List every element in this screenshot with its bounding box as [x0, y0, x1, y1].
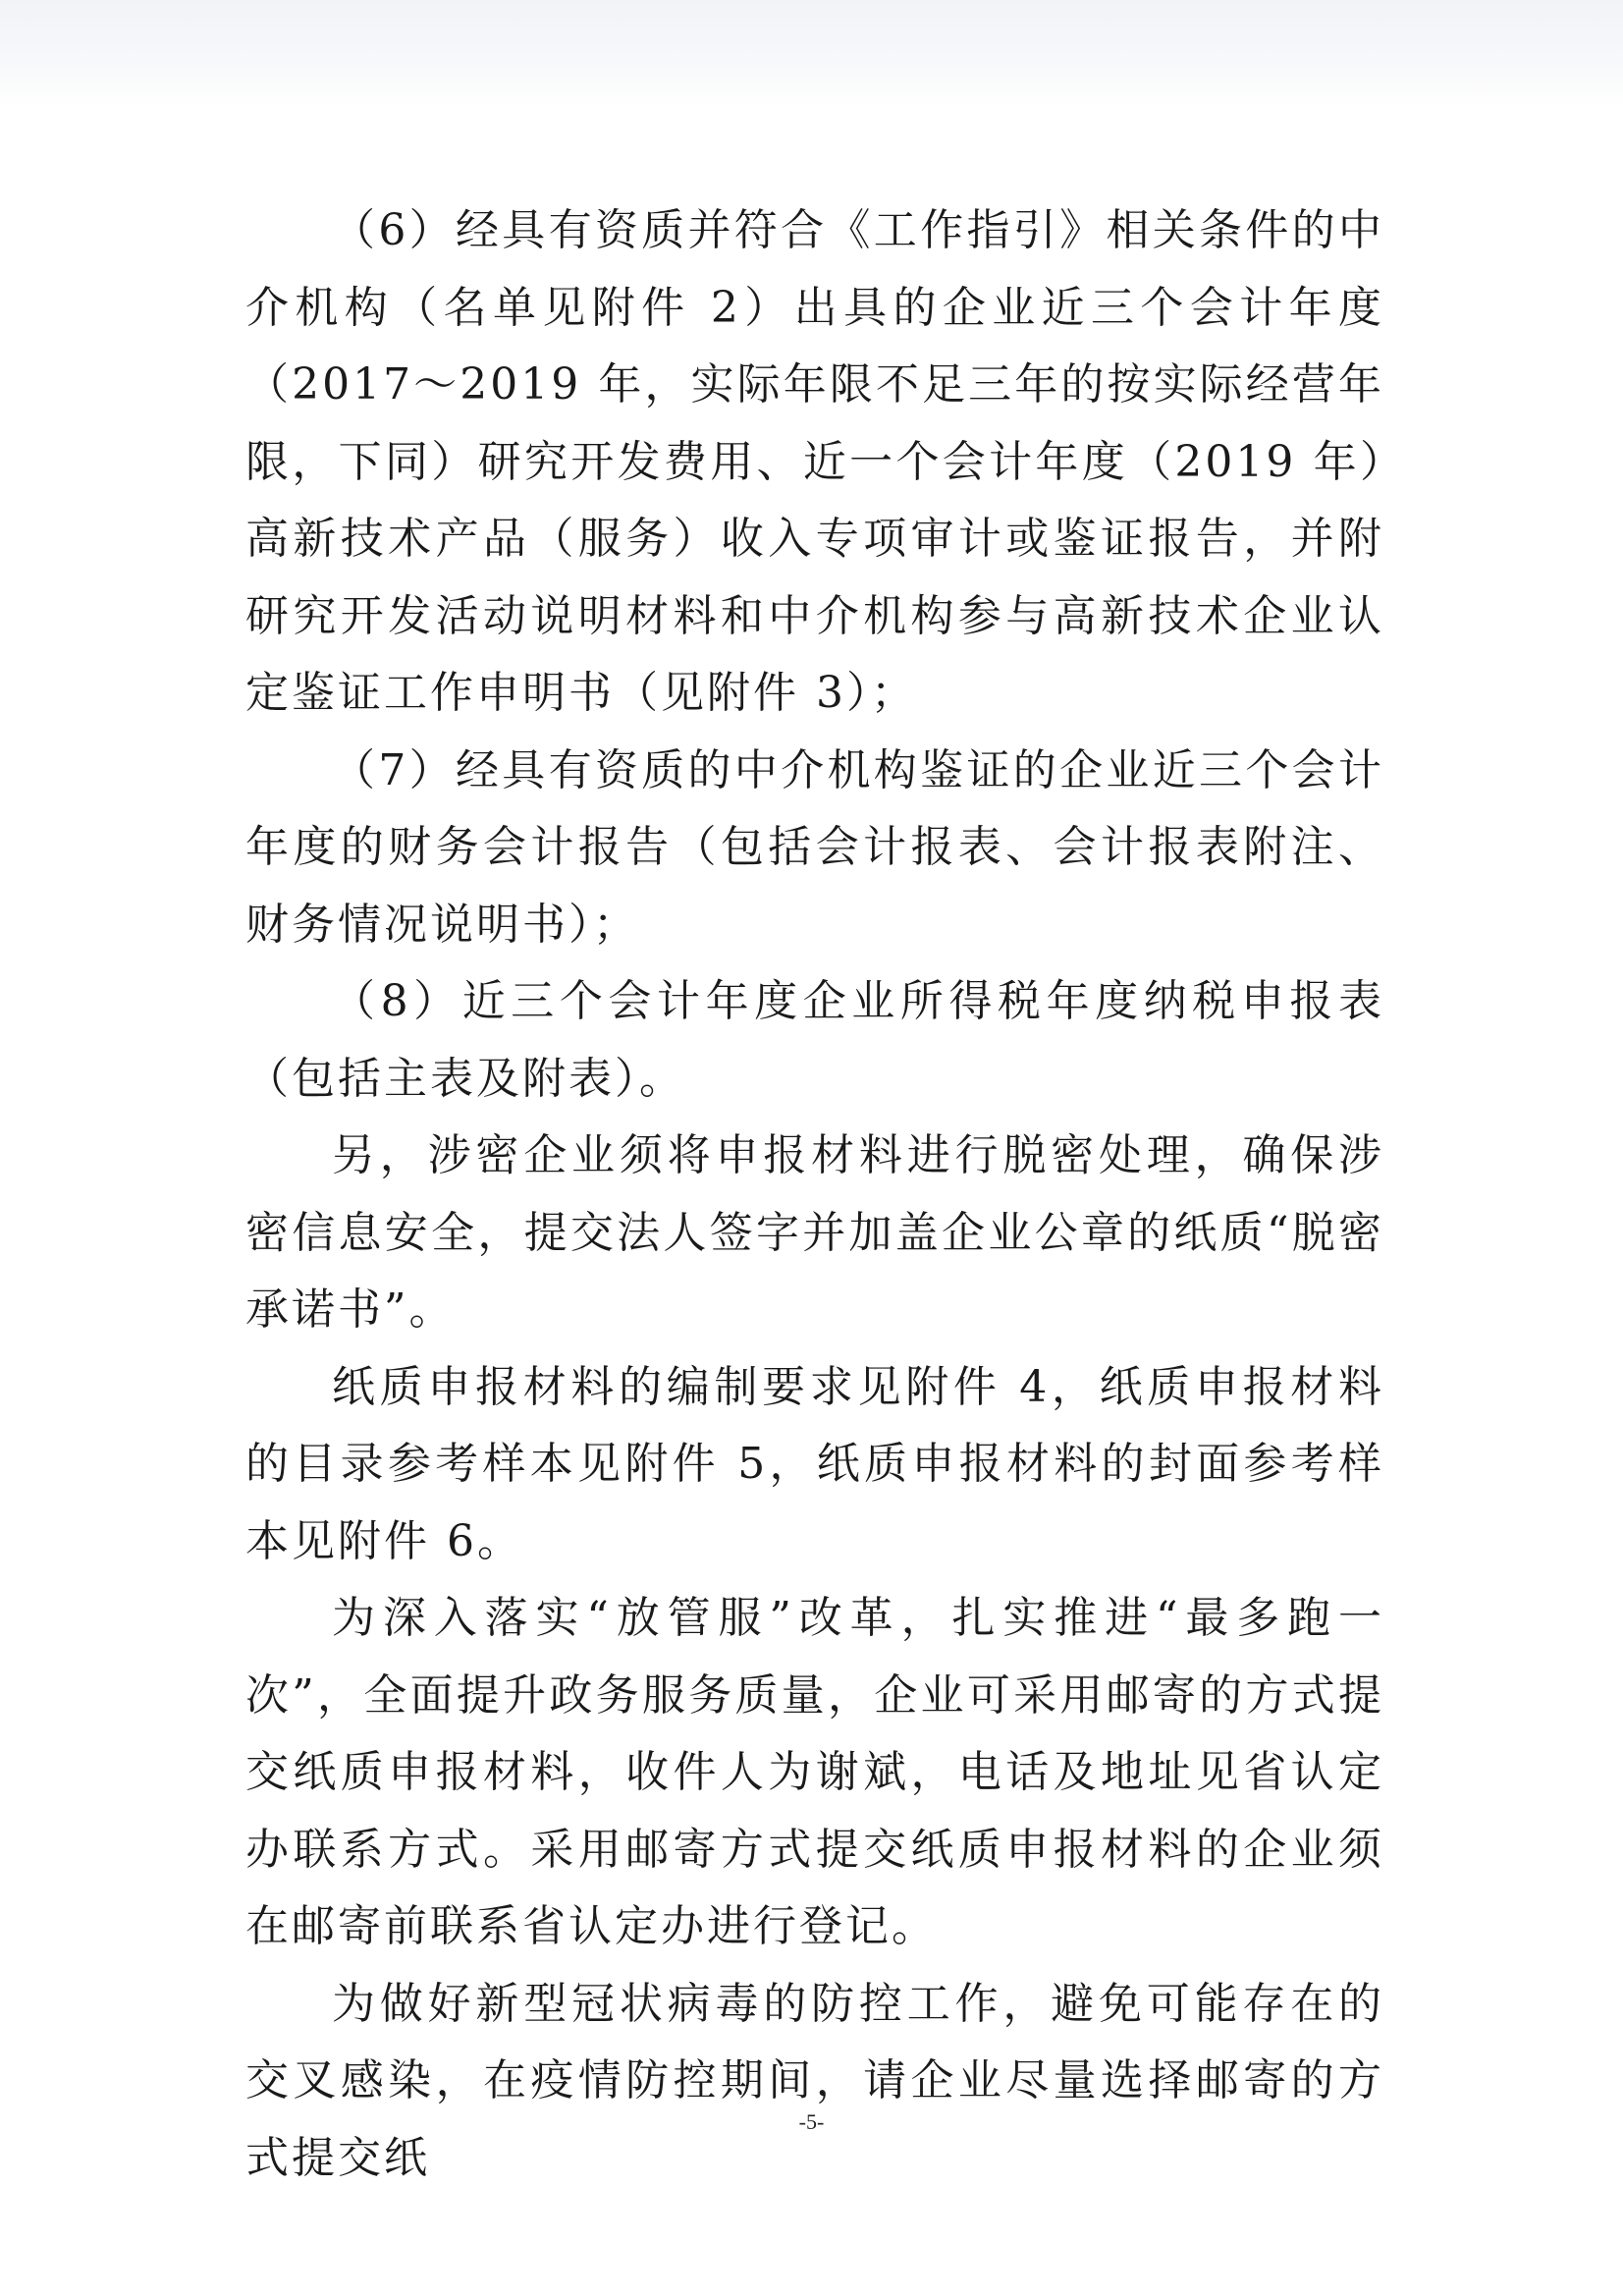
paragraph-classified-note: 另，涉密企业须将申报材料进行脱密处理，确保涉密信息安全，提交法人签字并加盖企业公章的纸质“脱密承诺书”。 — [245, 1130, 1384, 1335]
paragraph-item-8: （8）近三个会计年度企业所得税年度纳税申报表（包括主表及附表）。 — [245, 976, 1384, 1104]
paragraph-attachments: 纸质申报材料的编制要求见附件 4，纸质申报材料的目录参考样本见附件 5，纸质申报材料的封面参考样本见附件 6。 — [245, 1361, 1384, 1566]
paragraph-item-6: （6）经具有资质并符合《工作指引》相关条件的中介机构（名单见附件 2）出具的企业近三个会计年度（2017～2019 年，实际年限不足三年的按实际经营年限，下同）研究开发费用、近一个会计年度（2019 年）高新技术产品（服务）收入专项审计或鉴证报告，并附研究开发活动说明材料和中介机构参与高新技术企业认定鉴证工作申明书（见附件 3）； — [245, 205, 1384, 718]
document-body — [245, 192, 1384, 2197]
paragraph-epidemic-prevention: 为做好新型冠状病毒的防控工作，避免可能存在的交叉感染，在疫情防控期间，请企业尽量选择邮寄的方式提交纸 — [245, 1978, 1384, 2183]
paragraph-item-7: （7）经具有资质的中介机构鉴证的企业近三个会计年度的财务会计报告（包括会计报表、会计报表附注、财务情况说明书）； — [245, 744, 1384, 950]
scan-background-tint — [0, 0, 1623, 108]
page-number: -5- — [798, 2109, 825, 2134]
paragraph-mail-submission: 为深入落实“放管服”改革，扎实推进“最多跑一次”，全面提升政务服务质量，企业可采用邮寄的方式提交纸质申报材料，收件人为谢斌，电话及地址见省认定办联系方式。采用邮寄方式提交纸质申报材料的企业须在邮寄前联系省认定办进行登记。 — [245, 1593, 1384, 1951]
